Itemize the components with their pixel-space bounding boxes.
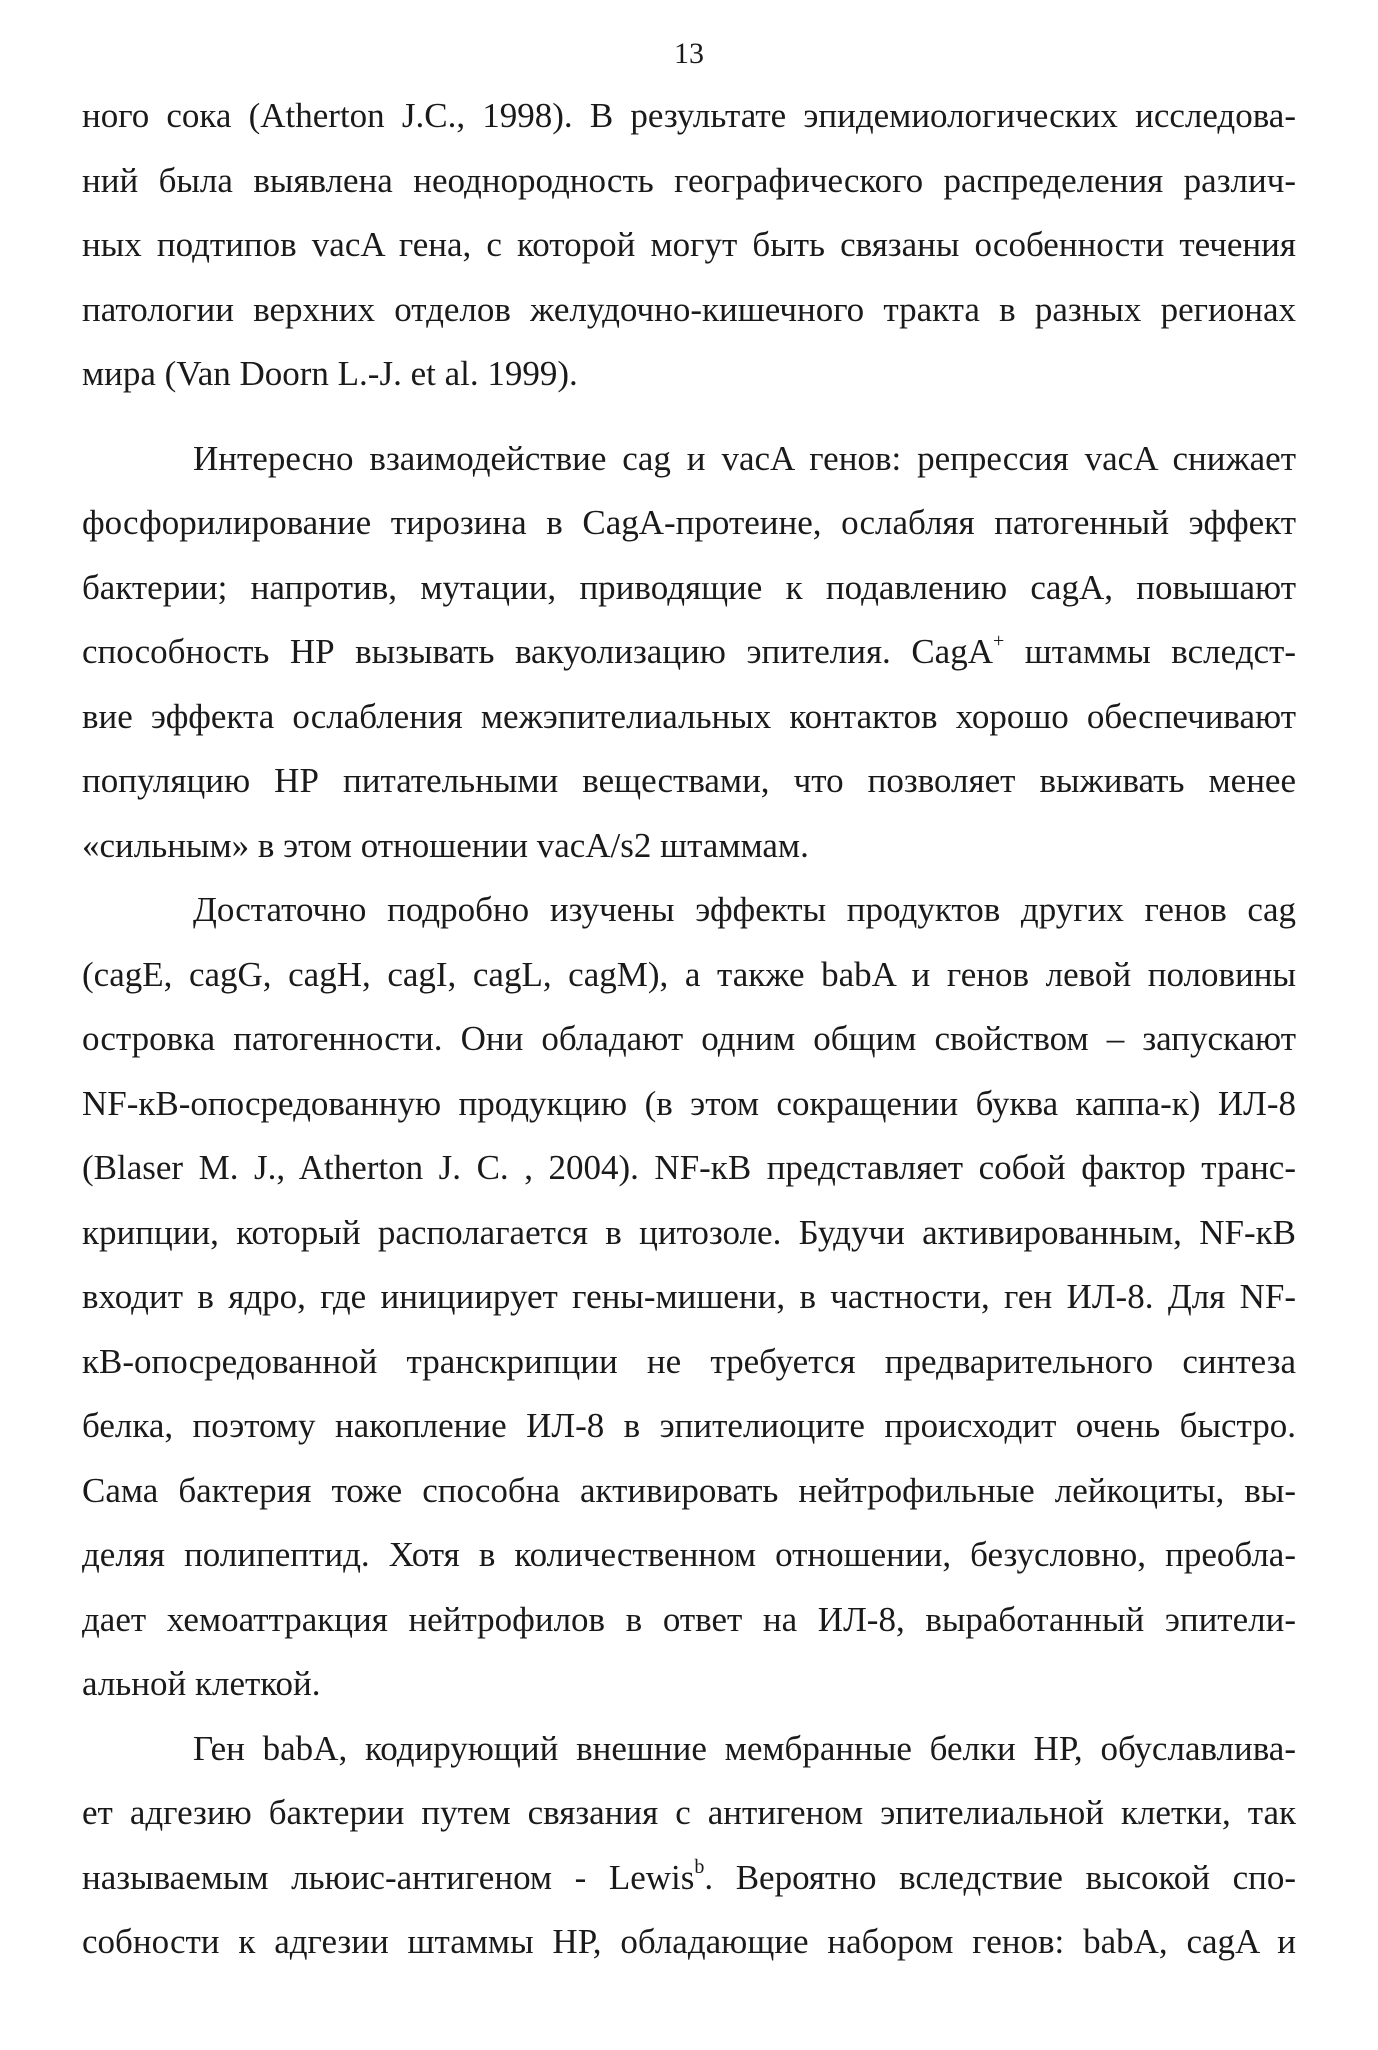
text-line: альной клеткой. [82, 1664, 321, 1703]
text-line: NF-кВ-опосредованную продукцию (в этом сокращении буква каппа-к) ИЛ-8 [82, 1083, 1296, 1123]
text-line: бактерии; напротив, мутации, приводящие к подавлению cagA, повышают [82, 567, 1296, 607]
text-line: ний была выявлена неоднородность географического распределения различ- [82, 160, 1296, 200]
superscript: b [694, 1855, 705, 1878]
text-line: собности к адгезии штаммы НР, обладающие набором генов: babA, cagA и [82, 1922, 1296, 1961]
text-line: мира (Van Doorn L.-J. et al. 1999). [82, 354, 578, 393]
text-line: ного сока (Atherton J.C., 1998). В результате эпидемиологических исследова- [82, 96, 1296, 135]
text-line: фосфорилирование тирозина в CagA-протеине, ослабляя патогенный эффект [82, 503, 1296, 542]
paragraph [82, 1717, 1296, 1975]
paragraph [82, 427, 1296, 879]
text-line: Интересно взаимодействие cag и vacA генов: репрессия vacA снижает [193, 438, 1296, 478]
text-line: белка, поэтому накопление ИЛ-8 в эпителиоците происходит очень быстро. [82, 1406, 1296, 1445]
text-line: Достаточно подробно изучены эффекты продуктов других генов cag [193, 890, 1296, 929]
superscript: + [992, 630, 1005, 652]
text-line: островка патогенности. Они обладают одним общим свойством – запускают [82, 1019, 1296, 1058]
body-text [82, 84, 1296, 1975]
text-line: патологии верхних отделов желудочно-кишечного тракта в разных регионах [82, 289, 1296, 329]
text-line: способность НР вызывать вакуолизацию эпителия. CagA+ штаммы вследст- [82, 630, 1296, 671]
text-line: Сама бактерия тоже способна активировать нейтрофильные лейкоциты, вы- [82, 1470, 1296, 1510]
text-line: (Blaser M. J., Atherton J. C. , 2004). NF-кВ представляет собой фактор транс- [82, 1148, 1296, 1187]
text-line: кВ-опосредованной транскрипции не требуется предварительного синтеза [82, 1341, 1296, 1381]
text-line: крипции, который располагается в цитозоле. Будучи активированным, NF-кВ [82, 1212, 1296, 1252]
page-number: 13 [674, 37, 704, 70]
text-line: называемым льюис-антигеном - Lewis$^b$. Вероятно вследствие высокой спо- [82, 1855, 1296, 1897]
text-line: «сильным» в этом отношении vacA/s2 штаммам. [82, 825, 809, 865]
text-line: ет адгезию бактерии путем связания с антигеном эпителиальной клетки, так [82, 1793, 1296, 1832]
text-line: входит в ядро, где инициирует гены-мишени, в частности, ген ИЛ-8. Для NF- [82, 1277, 1296, 1316]
text-line: ных подтипов vacA гена, с которой могут быть связаны особенности течения [82, 225, 1296, 264]
paragraph [82, 84, 1296, 407]
text-line: (cagE, cagG, cagH, cagI, cagL, cagM), а также babA и генов левой половины [82, 954, 1296, 994]
text-line: деляя полипептид. Хотя в количественном отношении, безусловно, преобла- [82, 1535, 1296, 1574]
text-line: дает хемоаттракция нейтрофилов в ответ на ИЛ-8, выработанный эпители- [82, 1599, 1296, 1639]
paragraph-gap [82, 407, 1296, 427]
text-line: популяцию НР питательными веществами, что позволяет выживать менее [82, 761, 1296, 800]
paragraph [82, 878, 1296, 1717]
text-line: Ген babA, кодирующий внешние мембранные белки НР, обуславлива- [193, 1728, 1296, 1768]
text-line: вие эффекта ослабления межэпителиальных контактов хорошо обеспечивают [82, 696, 1296, 736]
